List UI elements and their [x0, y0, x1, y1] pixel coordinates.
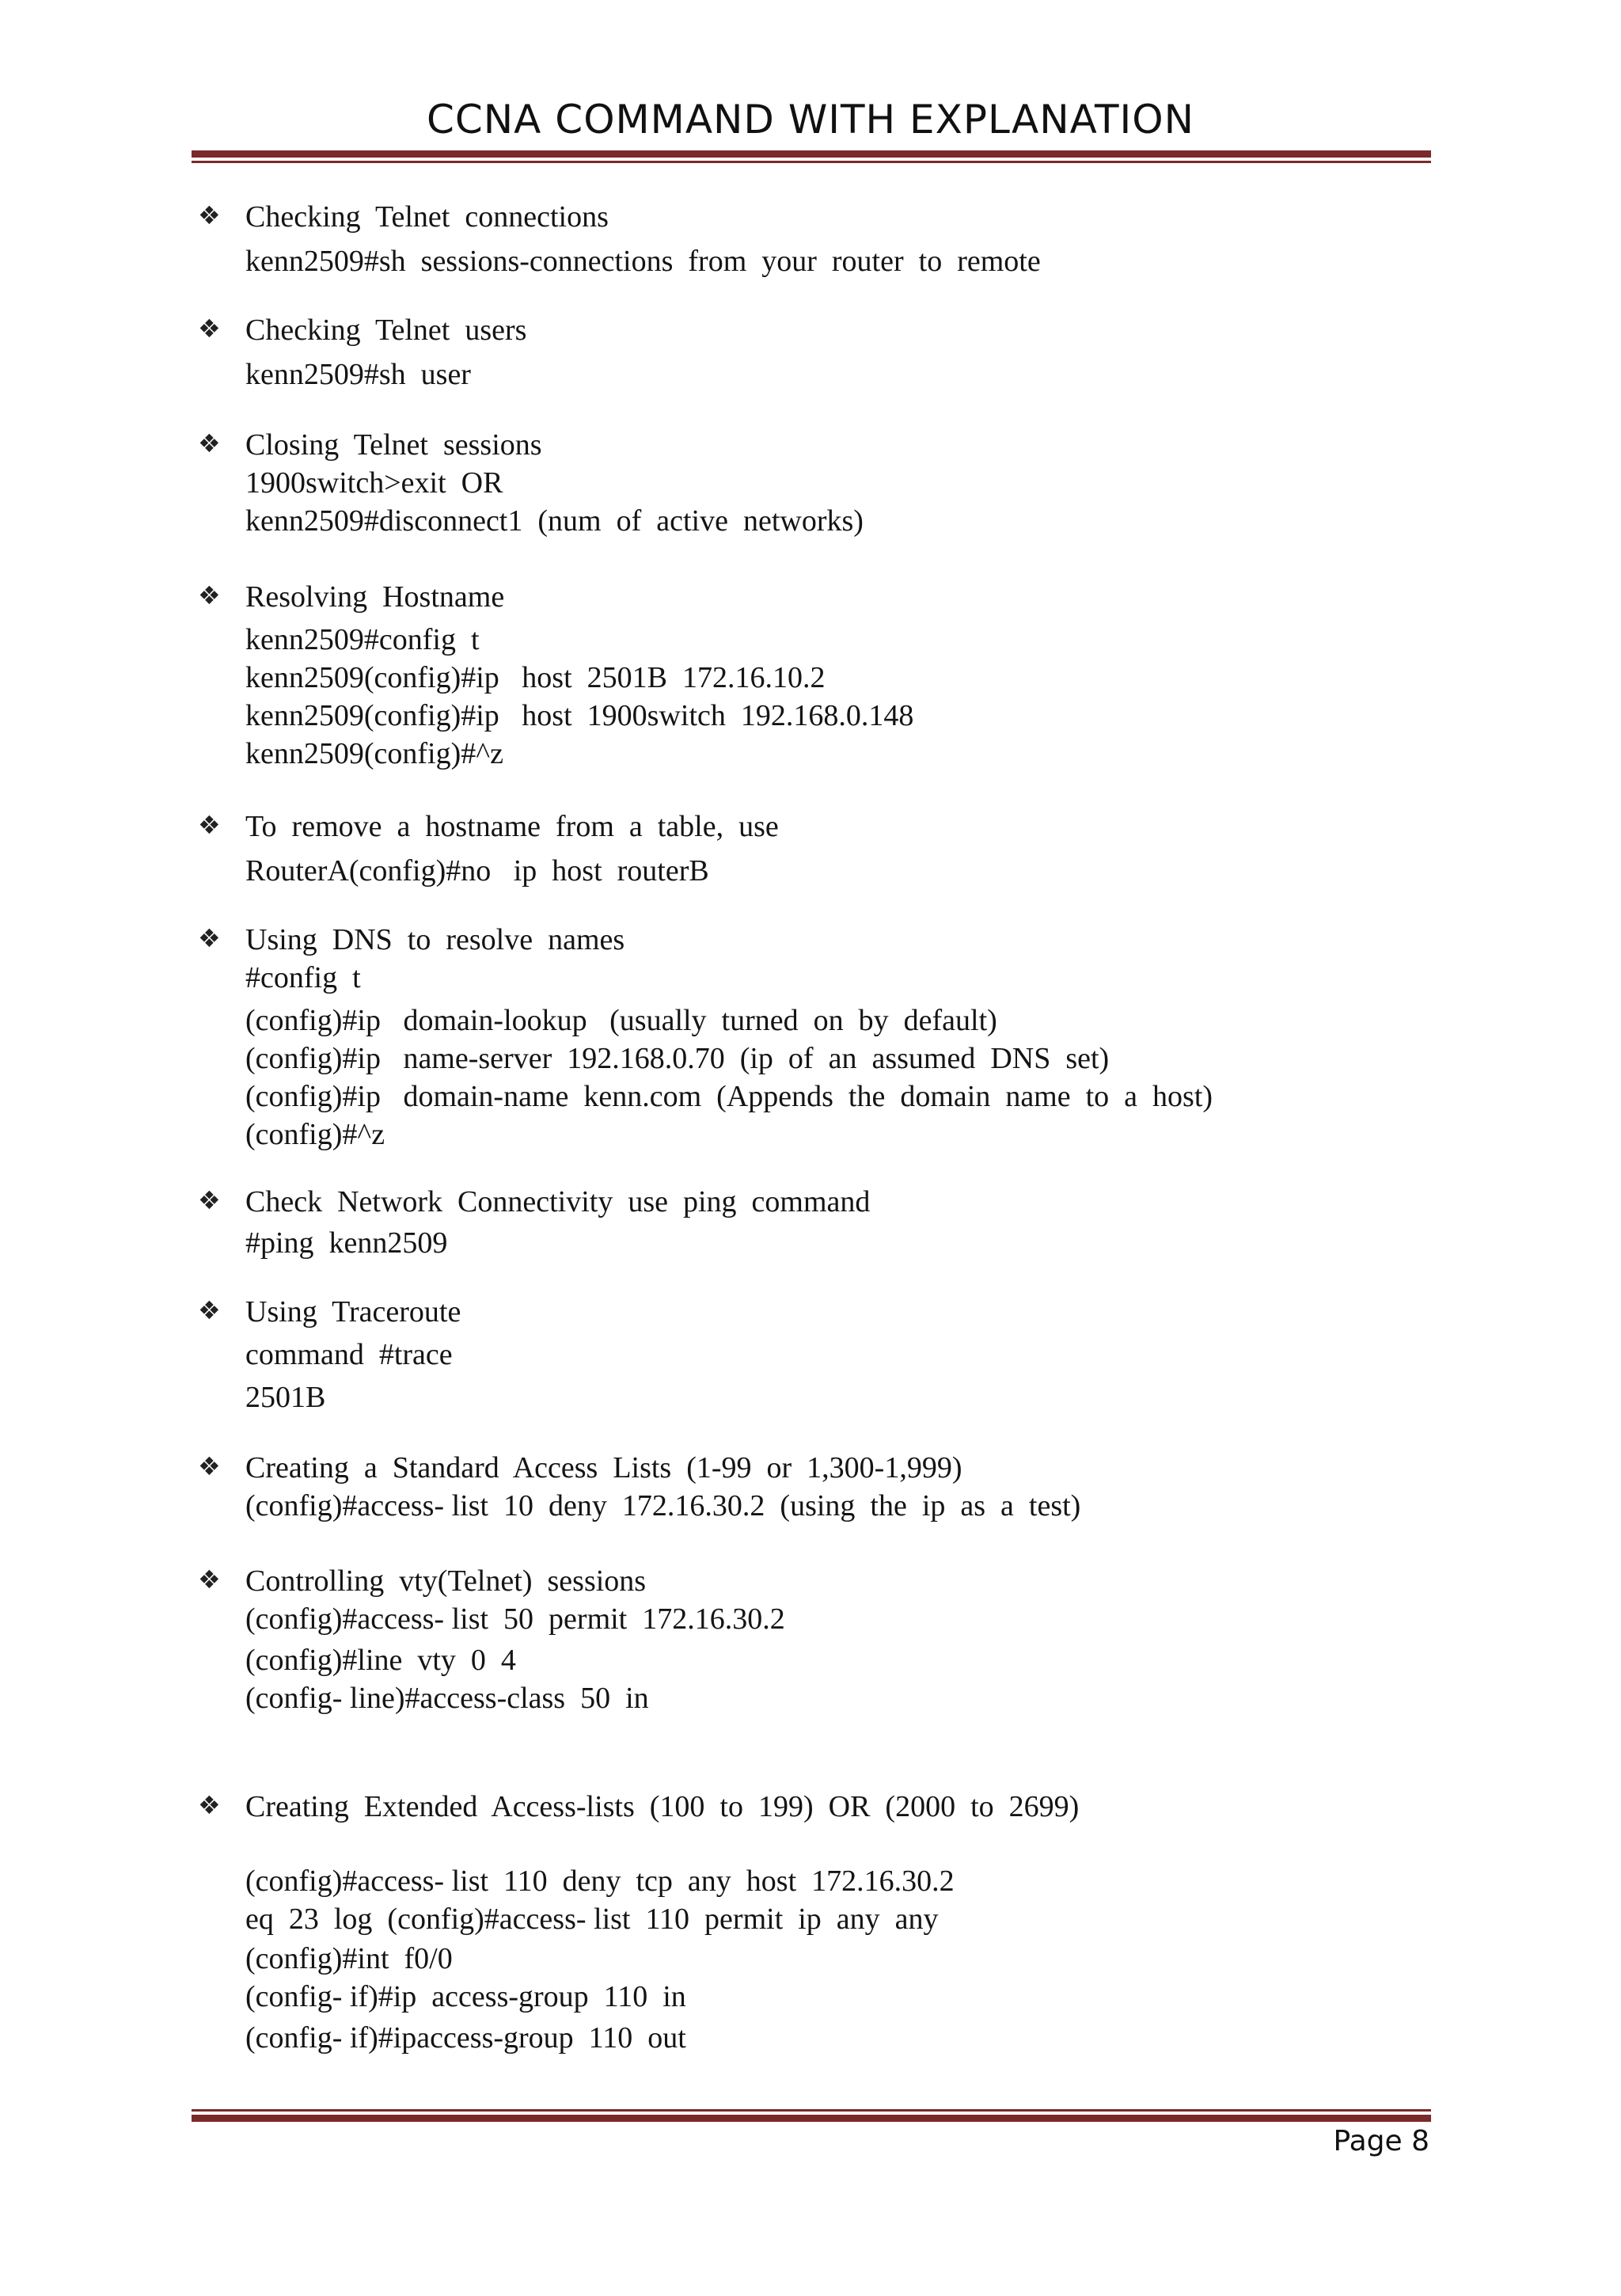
command-line: (config)#^z [245, 1118, 385, 1151]
command-line: (config)#int f0/0 [245, 1942, 453, 1975]
item-title: To remove a hostname from a table, use [245, 810, 779, 843]
item-title: Controlling vty(Telnet) sessions [245, 1564, 647, 1598]
command-line: kenn2509#sh user [245, 358, 471, 391]
item-title: Checking Telnet connections [245, 200, 609, 234]
item-title: Using DNS to resolve names [245, 923, 625, 956]
command-line: kenn2509(config)#ip host 2501B 172.16.10.2 [245, 661, 826, 694]
command-line: eq 23 log (config)#access- list 110 permit ip any any [245, 1903, 939, 1936]
diamond-bullet-icon: ❖ [198, 923, 221, 953]
item-title: Creating Extended Access-lists (100 to 199) OR (2000 to 2699) [245, 1790, 1080, 1823]
diamond-bullet-icon: ❖ [198, 428, 221, 458]
command-line: (config)#ip name-server 192.168.0.70 (ip of an assumed DNS set) [245, 1042, 1110, 1075]
command-line: kenn2509#config t [245, 623, 480, 656]
command-line: (config- if)#ipaccess-group 110 out [245, 2021, 686, 2055]
command-line: kenn2509(config)#ip host 1900switch 192.168.0.148 [245, 699, 914, 732]
diamond-bullet-icon: ❖ [198, 200, 221, 230]
command-line: #config t [245, 961, 361, 994]
command-line: RouterA(config)#no ip host routerB [245, 854, 709, 888]
command-line: (config)#ip domain-lookup (usually turned on by default) [245, 1004, 997, 1037]
command-line: #ping kenn2509 [245, 1226, 448, 1260]
item-title: Check Network Connectivity use ping command [245, 1185, 871, 1218]
diamond-bullet-icon: ❖ [198, 1185, 221, 1215]
command-line: (config)#line vty 0 4 [245, 1644, 516, 1677]
command-line: (config- line)#access-class 50 in [245, 1682, 649, 1715]
item-title: Closing Telnet sessions [245, 428, 542, 462]
diamond-bullet-icon: ❖ [198, 1790, 221, 1820]
command-line: (config)#ip domain-name kenn.com (Appends the domain name to a host) [245, 1080, 1213, 1113]
diamond-bullet-icon: ❖ [198, 1451, 221, 1481]
diamond-bullet-icon: ❖ [198, 580, 221, 610]
diamond-bullet-icon: ❖ [198, 810, 221, 840]
command-line: command #trace [245, 1338, 453, 1371]
command-line: 1900switch>exit OR [245, 466, 503, 500]
command-line: 2501B [245, 1381, 326, 1414]
page-number: Page 8 [1333, 2125, 1429, 2157]
item-title: Resolving Hostname [245, 580, 505, 614]
page-header-title: CCNA COMMAND WITH EXPLANATION [426, 97, 1195, 143]
command-line: (config)#access- list 110 deny tcp any host 172.16.30.2 [245, 1865, 955, 1898]
command-line: (config)#access- list 10 deny 172.16.30.2 (using the ip as a test) [245, 1489, 1081, 1522]
command-line: kenn2509#disconnect1 (num of active networks) [245, 504, 864, 538]
command-line: (config- if)#ip access-group 110 in [245, 1980, 686, 2013]
footer-rule [192, 2109, 1431, 2122]
command-line: (config)#access- list 50 permit 172.16.30.2 [245, 1602, 785, 1636]
item-title: Creating a Standard Access Lists (1-99 or 1,300-1,999) [245, 1451, 962, 1484]
diamond-bullet-icon: ❖ [198, 1564, 221, 1595]
diamond-bullet-icon: ❖ [198, 314, 221, 344]
command-line: kenn2509#sh sessions-connections from your router to remote [245, 245, 1041, 278]
diamond-bullet-icon: ❖ [198, 1295, 221, 1325]
command-line: kenn2509(config)#^z [245, 737, 503, 770]
item-title: Using Traceroute [245, 1295, 461, 1329]
item-title: Checking Telnet users [245, 314, 527, 347]
header-rule [192, 150, 1431, 163]
